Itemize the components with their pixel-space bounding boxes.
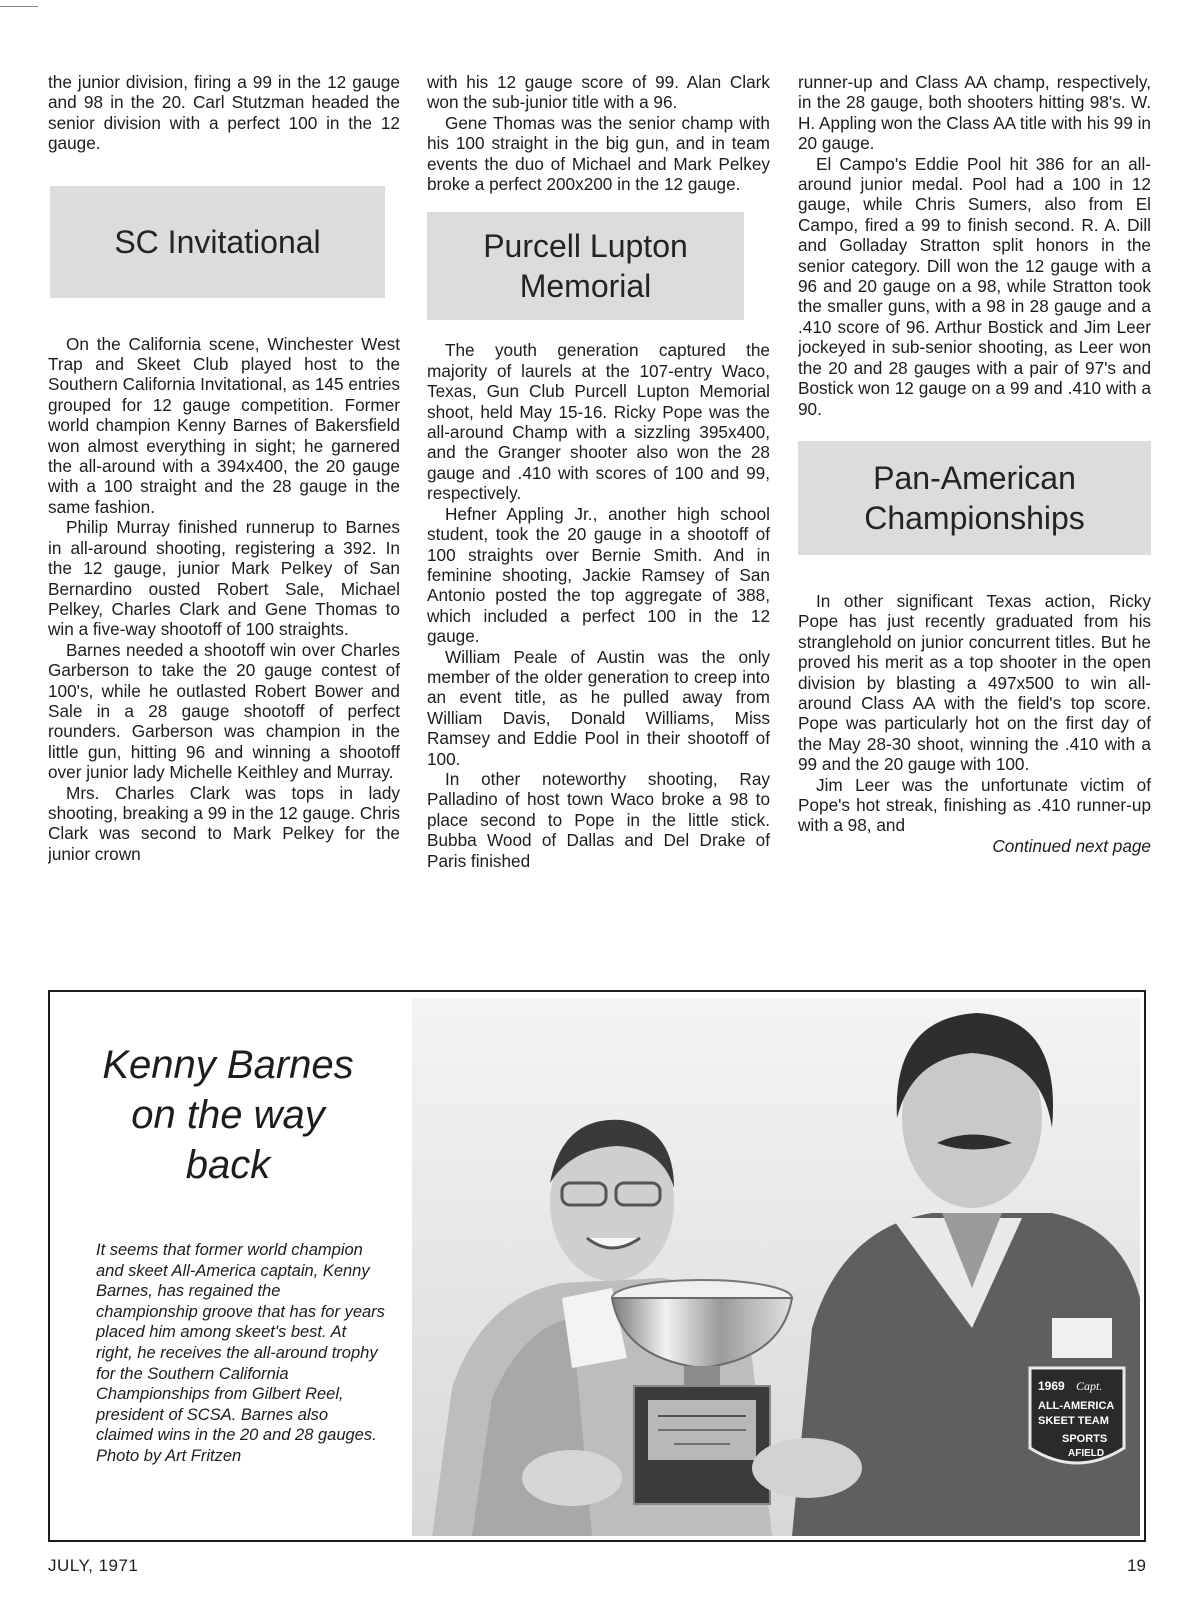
col2-paragraph-2: Hefner Appling Jr., another high school student, took the 20 gauge in a shootoff of 100 straights over Bernie Smith. And in feminine shooting, Jackie Ramsey of San Antonio posted the top aggregate of 388, which included a perfect 100 in the 12 gauge.	[427, 503, 770, 647]
patch-brand: Capt.	[1076, 1379, 1103, 1393]
purcell-heading-line-1: Purcell Lupton	[483, 228, 688, 265]
trophy-photo-illustration	[412, 998, 1140, 1536]
col3-paragraph-0: El Campo's Eddie Pool hit 386 for an all-around junior medal. Pool had a 100 in 12 gauge, while Chris Sumers, also from El Campo, fired a 99 to finish second. R. A. Dill and Golladay Stratton split honors in the senior category. Dill won the 12 gauge with a 96 and 20 gauge on a 98, while Stratton took the smaller guns, with a 98 in 28 gauge and a .410 score of 96. Arthur Bostick and Jim Leer jockeyed in sub-senior shooting, as Leer won the 20 and 28 gauges with a pair of 97's and Bostick won 12 gauge on a 99 and .410 with a 90.	[798, 153, 1151, 419]
article-column-3	[798, 72, 1151, 856]
purcell-heading-line-2: Memorial	[519, 268, 652, 305]
issue-date: JULY, 1971	[48, 1556, 139, 1575]
section-heading-pan-american	[798, 441, 1151, 555]
col1-paragraph-4: Mrs. Charles Clark was tops in lady shooting, breaking a 99 in the 12 gauge. Chris Clark was second to Mark Pelkey for the junior crown	[48, 782, 400, 864]
pan-heading-line-2: Championships	[864, 499, 1085, 536]
pan-heading-line-1: Pan-American	[873, 459, 1076, 496]
col3-paragraph-2: Jim Leer was the unfortunate victim of Pope's hot streak, finishing as .410 runner-up with a 98, and	[798, 774, 1151, 836]
col3-intro: runner-up and Class AA champ, respectively, in the 28 gauge, both shooters hitting 98's. W. H. Appling won the Class AA title with his 99 in 20 gauge.	[798, 72, 1151, 154]
headline-line-1: Kenny Barnes	[102, 1043, 354, 1087]
col2-paragraph-0: Gene Thomas was the senior champ with his 100 straight in the big gun, and in team events the duo of Michael and Mark Pelkey broke a perfect 200x200 in the 12 gauge.	[427, 112, 770, 195]
col1-paragraph-3: Barnes needed a shootoff win over Charles Garberson to take the 20 gauge contest of 100's, while he outlasted Robert Bower and Sale in a 28 gauge shootoff of perfect rounders. Garberson was champion in the little gun, hitting 96 and winning a shootoff over junior lady Michelle Keithley and Murray.	[48, 639, 400, 783]
patch-line-2: SKEET TEAM	[1038, 1415, 1109, 1427]
headline-line-2: on the way	[131, 1093, 325, 1137]
feature-headline	[58, 1040, 398, 1190]
col2-paragraph-3: William Peale of Austin was the only member of the older generation to creep into an event title, as he pulled away from William Davis, Donald Williams, Miss Ramsey and Eddie Pool in their shootoff of 100.	[427, 646, 770, 769]
continued-next-page: Continued next page	[992, 835, 1151, 856]
patch-line-1: ALL-AMERICA	[1038, 1400, 1115, 1412]
section-heading-sc-invitational	[50, 186, 385, 298]
hand-shape	[752, 1438, 862, 1498]
photo-caption: It seems that former world champion and skeet All-America captain, Kenny Barnes, has regained the championship groove that has for years placed him among skeet's best. At right, he receives the all-around trophy for the Southern California Championships from Gilbert Reel, president of SCSA. Barnes also claimed wins in the 20 and 28 gauges. Photo by Art Fritzen	[96, 1241, 385, 1465]
col2-paragraph-1: The youth generation captured the majority of laurels at the 107-entry Waco, Texas, Gun Club Purcell Lupton Memorial shoot, held May 15-16. Ricky Pope was the all-around Champ with a sizzling 395x400, and the Granger shooter also won the 28 gauge and .410 with scores of 100 and 99, respectively.	[427, 340, 770, 504]
article-column-1	[48, 72, 400, 864]
section-heading-purcell-lupton	[427, 212, 744, 320]
headline-line-3: back	[185, 1143, 271, 1187]
sc-heading-text: SC Invitational	[114, 223, 321, 260]
page-number: 19	[1127, 1556, 1146, 1575]
col1-paragraph-2: Philip Murray finished runnerup to Barnes in all-around shooting, registering a 392. In the 12 gauge, junior Mark Pelkey of San Bernardino ousted Robert Sale, Michael Pelkey, Charles Clark and Gene Thomas to win a five-way shootoff of 100 straights.	[48, 517, 400, 640]
patch-line-3: SPORTS	[1062, 1433, 1108, 1445]
article-column-2	[427, 72, 770, 871]
corner-rule	[0, 6, 38, 7]
col3-paragraph-1: In other significant Texas action, Ricky Pope has just recently graduated from his stranglehold on junior concurrent titles. But he proved his merit as a top shooter in the open division by blasting a 497x500 to win all-around Class AA with the field's top score. Pope was particularly hot on the first day of the May 28-30 shoot, winning the .410 with a 99 and the 20 gauge with 100.	[798, 590, 1151, 775]
trophy-photo	[412, 998, 1140, 1536]
patch-year: 1969	[1038, 1379, 1065, 1393]
patch-line-4: AFIELD	[1068, 1448, 1105, 1459]
col2-intro: with his 12 gauge score of 99. Alan Clark won the sub-junior title with a 96.	[427, 72, 770, 113]
col2-paragraph-4: In other noteworthy shooting, Ray Palladino of host town Waco broke a 98 to place second to Pope in the little stick. Bubba Wood of Dallas and Del Drake of Paris finished	[427, 768, 770, 871]
col1-intro: the junior division, firing a 99 in the 12 gauge and 98 in the 20. Carl Stutzman headed the senior division with a perfect 100 in the 12 gauge.	[48, 72, 400, 154]
col1-paragraph-1: On the California scene, Winchester West Trap and Skeet Club played host to the Southern California Invitational, as 145 entries grouped for 12 gauge competition. Former world champion Kenny Barnes of Bakersfield won almost everything in sight; he garnered the all-around with a 394x400, the 20 gauge with a 100 straight and the 28 gauge in the same fashion.	[48, 333, 400, 517]
hand-shape	[522, 1450, 622, 1506]
